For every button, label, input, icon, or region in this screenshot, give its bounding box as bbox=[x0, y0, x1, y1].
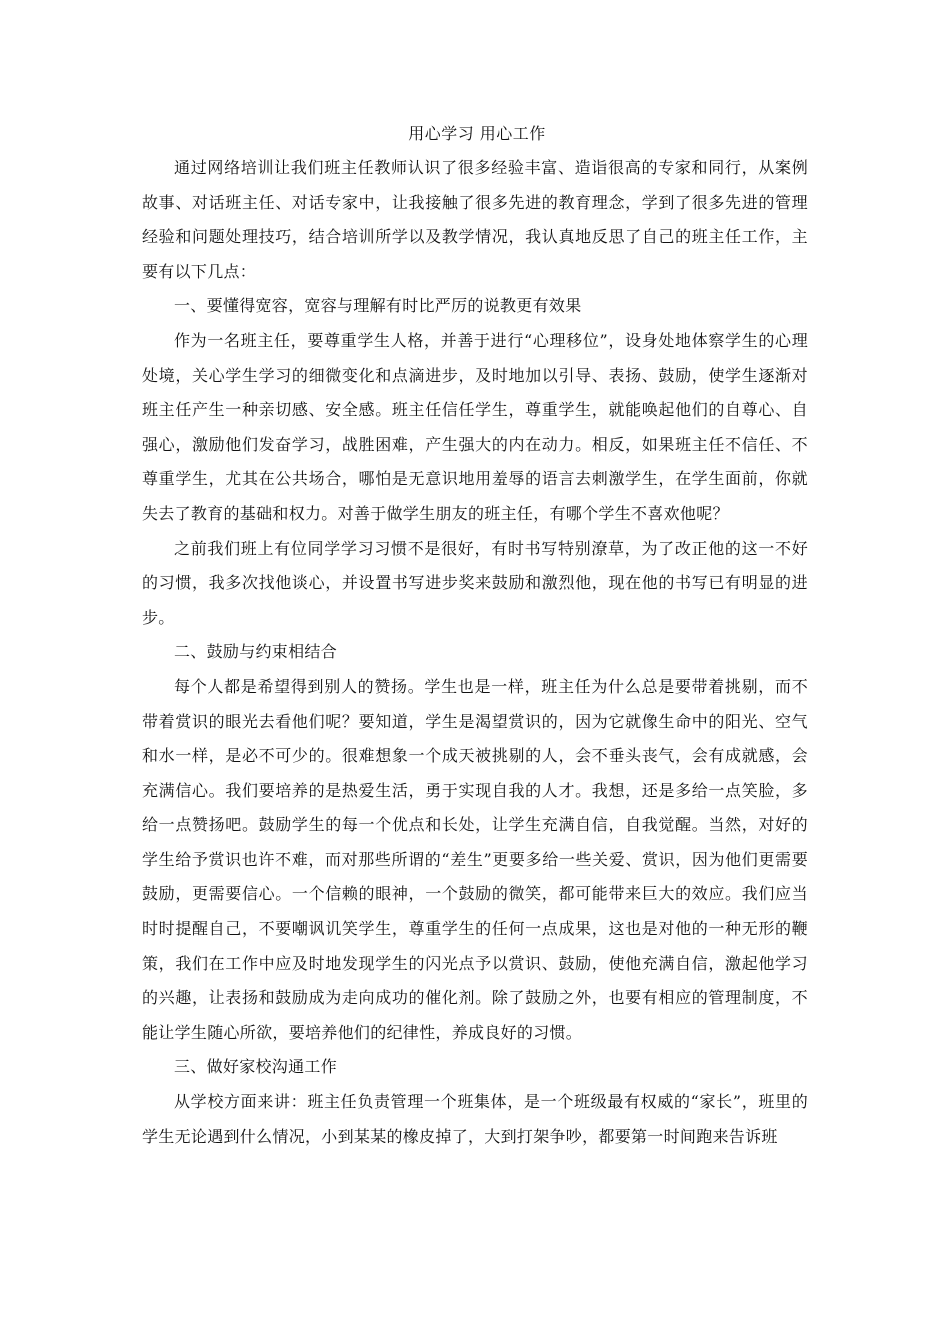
section-1-paragraph-2: 之前我们班上有位同学学习习惯不是很好，有时书写特别潦草，为了改正他的这一不好的习惯，我多次找他谈心，并设置书写进步奖来鼓励和激烈他，现在他的书写已有明显的进步。 bbox=[142, 538, 808, 627]
section-heading-3: 三、做好家校沟通工作 bbox=[174, 1057, 338, 1077]
intro-paragraph: 通过网络培训让我们班主任教师认识了很多经验丰富、造诣很高的专家和同行，从案例故事、对话班主任、对话专家中，让我接触了很多先进的教育理念，学到了很多先进的管理经验和问题处理技巧，结合培训所学以及教学情况，我认真地反思了自己的班主任工作，主要有以下几点： bbox=[142, 158, 808, 281]
document-body bbox=[142, 117, 808, 1154]
section-2-paragraph-1: 每个人都是希望得到别人的赞扬。学生也是一样，班主任为什么总是要带着挑剔，而不带着赏识的眼光去看他们呢？要知道，学生是渴望赏识的，因为它就像生命中的阳光、空气和水一样，是必不可少的。很难想象一个成天被挑剔的人，会不垂头丧气，会有成就感，会充满信心。我们要培养的是热爱生活，勇于实现自我的人才。我想，还是多给一点笑脸，多给一点赞扬吧。鼓励学生的每一个优点和长处，让学生充满自信，自我觉醒。当然，对好的学生给予赏识也许不难，而对那些所谓的“差生”更要多给一些关爱、赏识，因为他们更需要鼓励，更需要信心。一个信赖的眼神，一个鼓励的微笑，都可能带来巨大的效应。我们应当时时提醒自己，不要嘲讽讥笑学生，尊重学生的任何一点成果，这也是对他的一种无形的鞭策，我们在工作中应及时地发现学生的闪光点予以赏识、鼓励，使他充满自信，激起他学习的兴趣，让表扬和鼓励成为走向成功的催化剂。除了鼓励之外，也要有相应的管理制度，不能让学生随心所欲，要培养他们的纪律性，养成良好的习惯。 bbox=[142, 676, 808, 1042]
section-heading-1: 一、要懂得宽容，宽容与理解有时比严厉的说教更有效果 bbox=[174, 296, 582, 316]
section-1-paragraph-1: 作为一名班主任，要尊重学生人格，并善于进行“心理移位”，设身处地体察学生的心理处境，关心学生学习的细微变化和点滴进步，及时地加以引导、表扬、鼓励，使学生逐渐对班主任产生一种亲切感、安全感。班主任信任学生，尊重学生，就能唤起他们的自尊心、自强心，激励他们发奋学习，战胜困难，产生强大的内在动力。相反，如果班主任不信任、不尊重学生，尤其在公共场合，哪怕是无意识地用羞辱的语言去刺激学生，在学生面前，你就失去了教育的基础和权力。对善于做学生朋友的班主任，有哪个学生不喜欢他呢？ bbox=[142, 330, 808, 523]
section-heading-2: 二、鼓励与约束相结合 bbox=[174, 642, 338, 662]
section-3-paragraph-1: 从学校方面来讲：班主任负责管理一个班集体，是一个班级最有权威的“家长”，班里的学生无论遇到什么情况，小到某某的橡皮掉了，大到打架争吵，都要第一时间跑来告诉班 bbox=[142, 1092, 808, 1146]
page-title: 用心学习 用心工作 bbox=[408, 124, 546, 143]
